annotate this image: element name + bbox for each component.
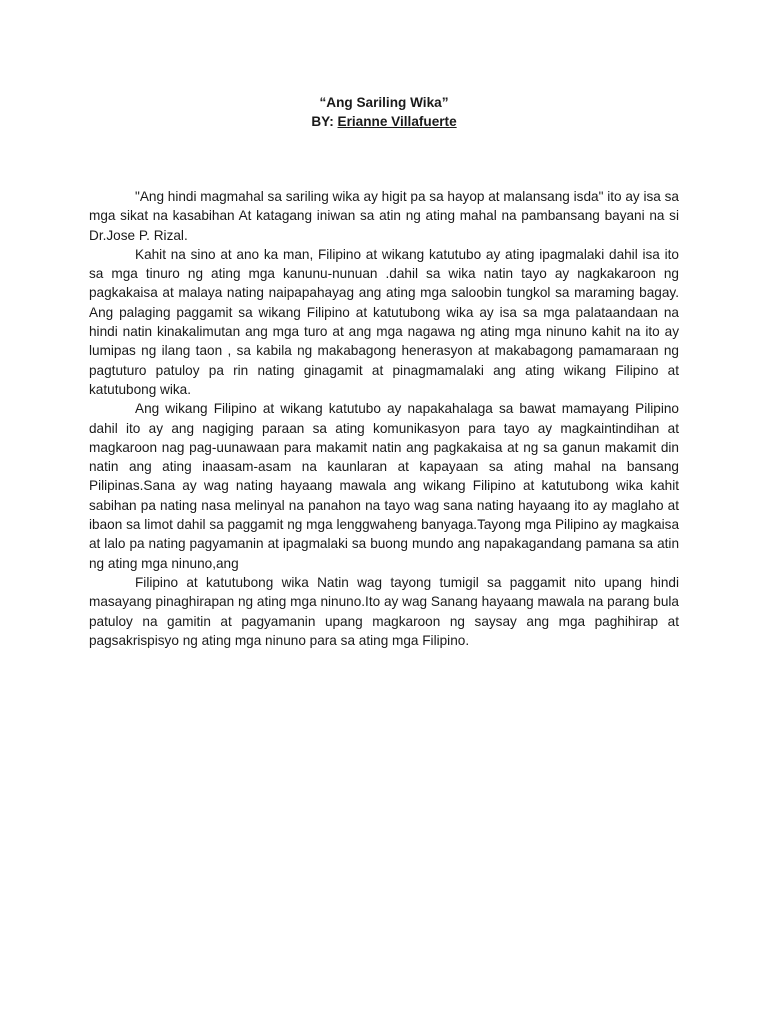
document-header: [0, 93, 768, 131]
paragraph-4: Filipino at katutubong wika Natin wag tayong tumigil sa paggamit nito upang hindi masayang pinaghirapan ng ating mga ninuno.Ito ay wag Sanang hayaang mawala na parang bula patuloy na gamitin at pagyamanin upang magkaroon ng saysay ang mga paghihirap at pagsakrispisyo ng ating mga ninuno para sa ating mga Filipino.: [89, 574, 679, 648]
author-name: Erianne Villafuerte: [337, 114, 457, 129]
paragraph-2: Kahit na sino at ano ka man, Filipino at wikang katutubo ay ating ipagmalaki dahil isa ito sa mga tinuro ng ating mga kanunu-nunuan .dahil sa wika natin tayo ay nagkakaroon ng pagkakaisa at malaya nating naipapahayag ang ating mga saloobin tungkol sa maraming bagay. Ang palaging paggamit sa wikang Filipino at katutubong wika ay isa sa mga palataandaan na hindi natin kinakalimutan ang mga turo at ang mga nagawa ng ating mga ninuno kahit na ito ay lumipas ng ilang taon , sa kabila ng makabagong henerasyon at makabagong pamamaraan ng pagtuturo patuloy pa rin nating ginagamit at pinagmamalaki ang ating wikang Filipino at katutubong wika.: [89, 246, 679, 397]
paragraph-3: Ang wikang Filipino at wikang katutubo ay napakahalaga sa bawat mamayang Pilipino dahil ito ay ang nagiging paraan sa ating komunikasyon para tayo ay magkaintindihan at magkaroon nag pag-uunawaan para makamit natin ang pagkakaisa at ng sa ganun makamit din natin ang ating inaasam-asam na kaunlaran at kapayaan sa ating mahal na bansang Pilipinas.Sana ay wag nating hayaang mawala ang wikang Filipino at katutubong wika kahit sabihan pa nating nasa melinyal na panahon na tayo wag sana nating hayaang ito ay maglaho at ibaon sa limot dahil sa paggamit ng mga lenggwaheng banyaga.Tayong mga Pilipino ay magkaisa at lalo pa nating pagyamanin at ipagmalaki sa buong mundo ang napakagandang pamana sa atin ng ating mga ninuno,ang: [89, 401, 679, 571]
document-title: “Ang Sariling Wika”: [319, 95, 449, 110]
document-body: [89, 187, 679, 650]
paragraph-1: "Ang hindi magmahal sa sariling wika ay higit pa sa hayop at malansang isda" ito ay isa sa mga sikat na kasabihan At katagang iniwan sa atin ng ating mahal na pambansang bayani na si Dr.Jose P. Rizal.: [89, 189, 679, 243]
byline-prefix: BY:: [311, 114, 334, 129]
byline: [0, 112, 768, 131]
